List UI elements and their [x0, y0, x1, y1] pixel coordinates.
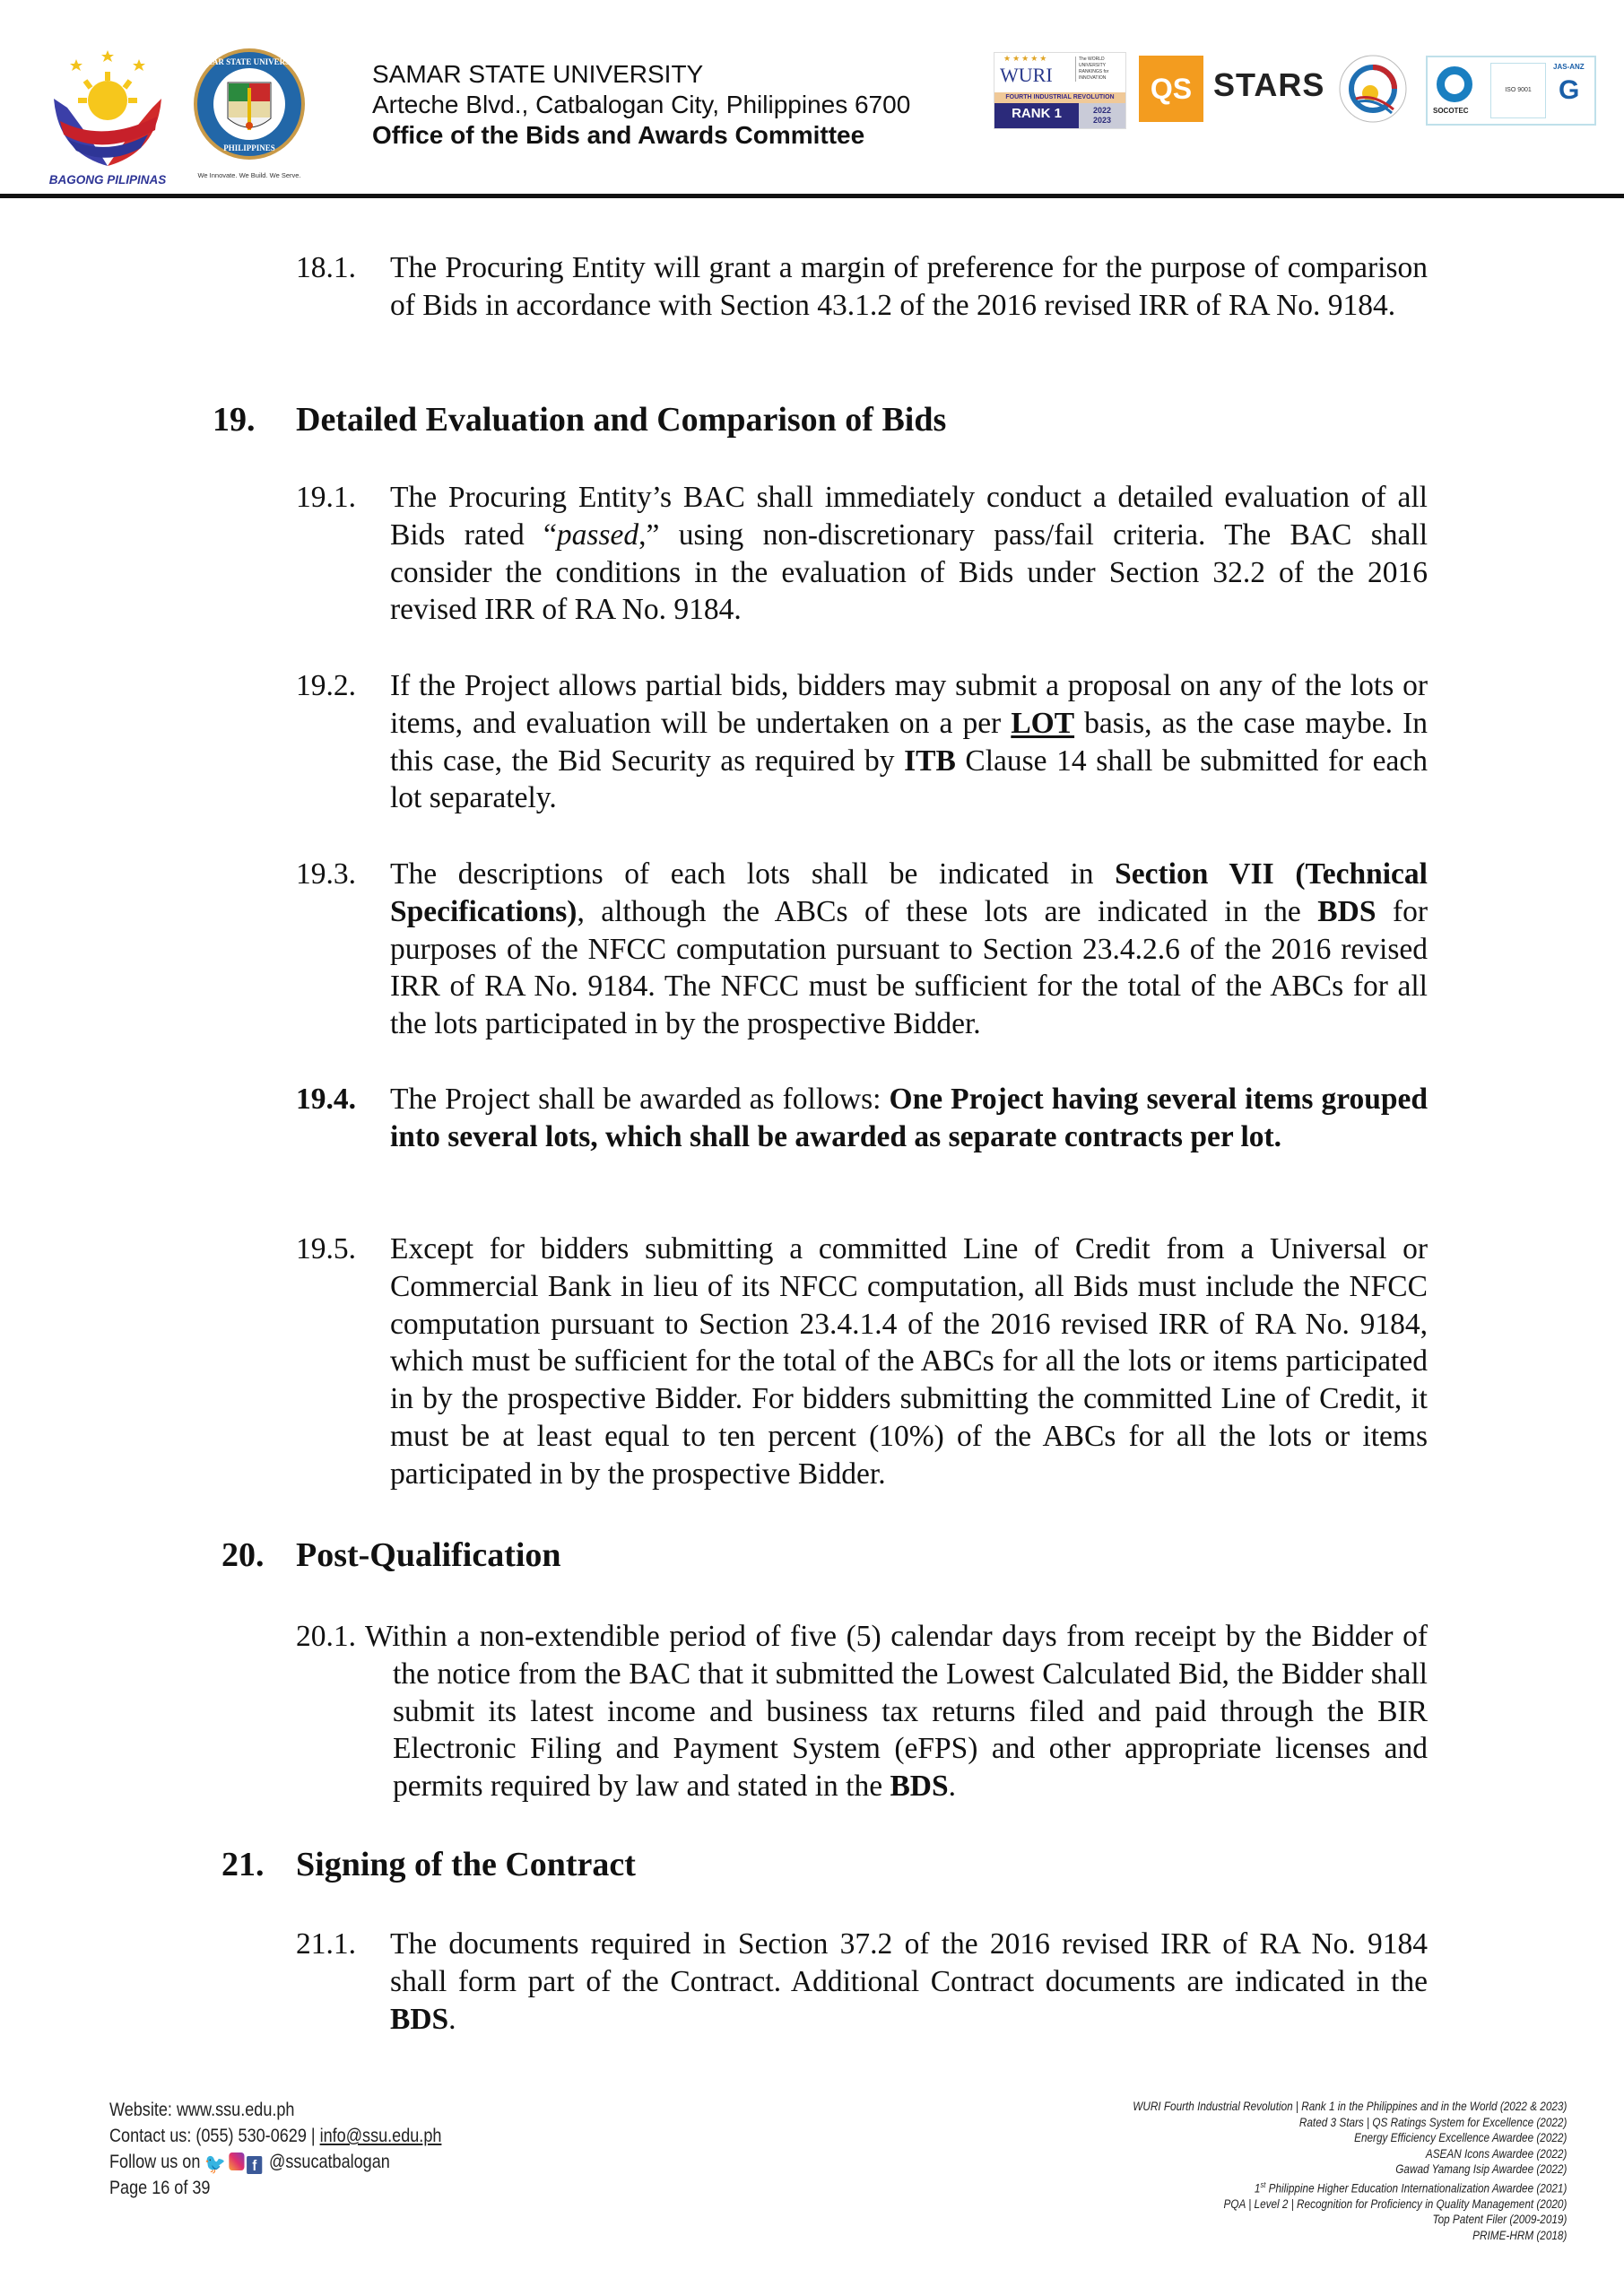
footer-awards: [1133, 2099, 1567, 2243]
socotec-iso-badge: SOCOTEC ISO 9001 JAS-ANZ G: [1426, 56, 1596, 126]
jas-anz-icon: G: [1559, 75, 1580, 105]
footer-social: Follow us on 🐦 f @ssucatbalogan: [109, 2152, 390, 2175]
clause-18-1: 18.1. The Procuring Entity will grant a margin of preference for the purpose of comparison of Bids in accordance with Section 43.1.2 of the 2016 revised IRR of RA No. 9184.: [296, 251, 1428, 322]
header-divider: [0, 194, 1624, 198]
footer-contact-line: Contact us: (055) 530-0629 | info@ssu.edu.ph: [109, 2126, 442, 2146]
ssu-seal-logo: [187, 45, 312, 188]
wuri-rank-badge: ★★★★★ WURI The WORLD UNIVERSITY RANKINGS for INNOVATION FOURTH INDUSTRIAL REVOLUTION RANK 1 2022 2023: [994, 52, 1126, 129]
award-item: Gawad Yamang Isip Awardee (2022): [1394, 2161, 1567, 2176]
twitter-icon[interactable]: 🐦: [204, 2152, 226, 2175]
email-link[interactable]: info@ssu.edu.ph: [319, 2126, 442, 2146]
bagong-pilipinas-emblem-icon: [40, 45, 175, 188]
website-link[interactable]: www.ssu.edu.ph: [176, 2100, 295, 2120]
lot-emphasis: LOT: [1011, 706, 1075, 740]
award-item: PRIME-HRM (2018): [1472, 2227, 1567, 2242]
pqa-emblem-icon: [1338, 54, 1408, 124]
award-item: PQA | Level 2 | Recognition for Proficiency in Quality Management (2020): [1223, 2196, 1567, 2211]
letterhead: [372, 59, 910, 151]
clause-19-4: 19.4. The Project shall be awarded as follows: One Project having several items grouped into several lots, which shall be awarded as separate contracts per lot.: [296, 1083, 1429, 1153]
bagong-pilipinas-logo: [40, 45, 175, 188]
qs-stars-wordmark: STARS: [1213, 66, 1325, 103]
instagram-icon[interactable]: [229, 2152, 244, 2170]
award-item: Rated 3 Stars | QS Ratings System for Excellence (2022): [1298, 2114, 1567, 2129]
clause-19-1: 19.1. The Procuring Entity’s BAC shall immediately conduct a detailed evaluation of all Bids rated “passed,” using non-discretionary pass/fail criteria. The BAC shall consider the conditions in the evaluation of Bids under Section 32.2 of the 2016 revised IRR of RA No. 9184.: [296, 481, 1429, 627]
clause-20-1: 20.1. Within a non-extendible period of five (5) calendar days from receipt by the Bidder of the notice from the BAC that it submitted the Lowest Calculated Bid, the Bidder shall submit its latest income and business tax returns filed and paid through the BIR Electronic Filing and Payment System (eFPS) and other appropriate licenses and permits required by law and stated in the BDS.: [296, 1620, 1429, 1804]
page-number: Page 16 of 39: [109, 2178, 211, 2198]
clause-19-5: 19.5. Except for bidders submitting a committed Line of Credit from a Universal or Commercial Bank in lieu of its NFCC computation, all Bids must include the NFCC computation pursuant to Section 23.4.1.4 of the 2016 revised IRR of RA No. 9184, which must be sufficient for the total of the ABCs for all the lots or items participated in by the prospective Bidder. For bidders submitting the committed Line of Credit, it must be at least equal to ten percent (10%) of the ABCs for all the lots or items participated in by the prospective Bidder.: [296, 1232, 1428, 1491]
office-name: Office of the Bids and Awards Committee: [372, 121, 865, 149]
award-item: Energy Efficiency Excellence Awardee (2022): [1353, 2130, 1567, 2144]
stars-icon: ★★★★★: [1003, 54, 1049, 63]
footer-contact: [109, 2097, 441, 2201]
svg-text:SAMAR STATE UNIVERSITY: SAMAR STATE UNIVERSITY: [194, 57, 305, 66]
svg-text:We Innovate. We Build. We Serv: We Innovate. We Build. We Serve.: [197, 171, 301, 179]
university-name: SAMAR STATE UNIVERSITY: [372, 60, 704, 88]
qs-logo: QS: [1139, 56, 1203, 122]
university-address: Arteche Blvd., Catbalogan City, Philippines 6700: [372, 91, 911, 118]
facebook-icon[interactable]: f: [247, 2156, 262, 2174]
award-item: 1st Philippine Higher Education Internationalization Awardee (2021): [1254, 2179, 1567, 2196]
ssu-seal-icon: [187, 45, 312, 188]
clause-19-2: 19.2. If the Project allows partial bids, bidders may submit a proposal on any of the lots or items, and evaluation will be undertaken on a per LOT basis, as the case maybe. In this case, the Bid Security as required by ITB Clause 14 shall be submitted for each lot separately.: [296, 669, 1428, 815]
svg-text:BAGONG PILIPINAS: BAGONG PILIPINAS: [48, 173, 167, 187]
social-handle: @ssucatbalogan: [269, 2152, 390, 2172]
award-item: Top Patent Filer (2009-2019): [1432, 2212, 1567, 2227]
socotec-icon: [1437, 66, 1472, 102]
philippine-quality-award-logo: [1338, 54, 1408, 124]
phone-number: (055) 530-0629: [195, 2126, 307, 2146]
clause-21-1: 21.1. The documents required in Section 37.2 of the 2016 revised IRR of RA No. 9184 shall form part of the Contract. Additional Contract documents are indicated in the BDS.: [296, 1927, 1428, 2036]
award-item: WURI Fourth Industrial Revolution | Rank 1 in the Philippines and in the World (2022 & 2023): [1132, 2099, 1567, 2113]
clause-19-3: 19.3. The descriptions of each lots shall be indicated in Section VII (Technical Specifications), although the ABCs of these lots are indicated in the BDS for purposes of the NFCC computation pursuant to Section 23.4.2.6 of the 2016 revised IRR of RA No. 9184. The NFCC must be sufficient for the total of the ABCs for all the lots participated in by the prospective Bidder.: [296, 857, 1429, 1041]
award-item: ASEAN Icons Awardee (2022): [1425, 2145, 1567, 2161]
footer-website: Website: www.ssu.edu.ph: [109, 2100, 295, 2120]
svg-text:PHILIPPINES: PHILIPPINES: [223, 144, 275, 152]
